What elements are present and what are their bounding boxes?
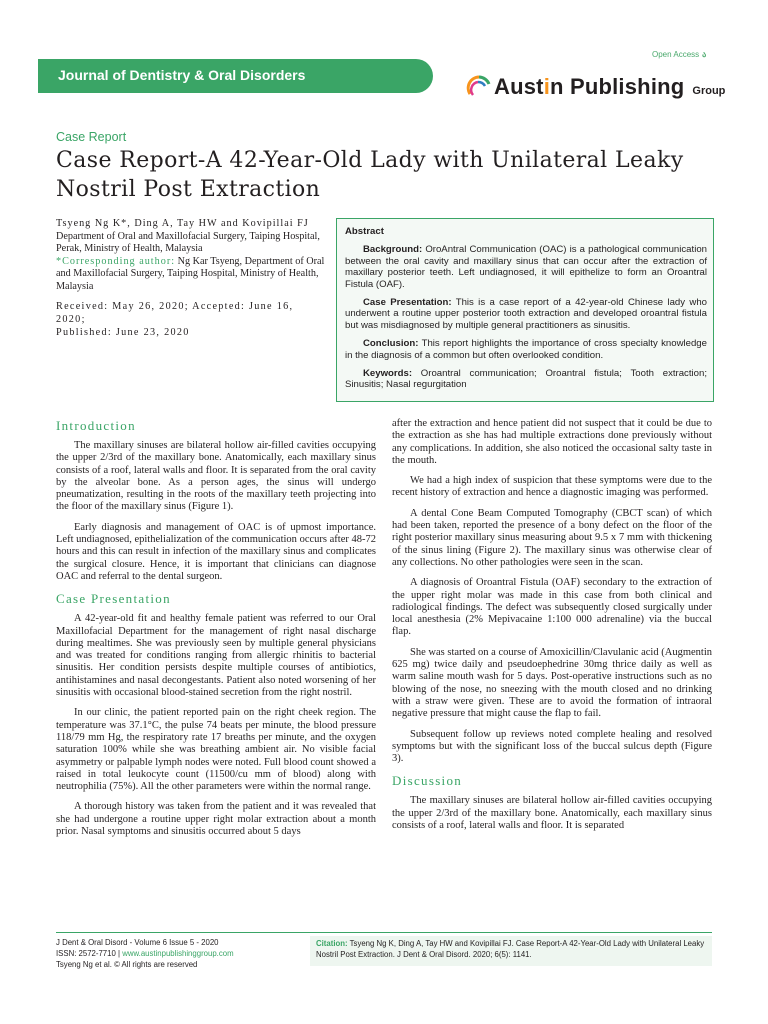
body-column-left — [56, 418, 376, 846]
keywords-text: Oroantral communication; Oroantral fistula; Tooth extraction; Sinusitis; Nasal regurgitation — [345, 368, 707, 391]
open-access-label — [652, 50, 706, 59]
logo-part-1: Aust — [494, 74, 544, 99]
abstract-heading: Abstract — [345, 226, 384, 237]
abstract-conclusion — [345, 338, 707, 361]
body-paragraph: A thorough history was taken from the patient and it was revealed that she had undergone a routine upper right molar extraction about a month prior. Nasal symptoms and sinusitis occurred about 5 days — [56, 801, 376, 838]
logo-wordmark — [494, 74, 684, 100]
discussion-heading: Discussion — [392, 773, 463, 789]
citation-label: Citation: — [316, 939, 348, 948]
body-paragraph: A 42-year-old fit and healthy female patient was referred to our Oral Maxillofacial Department for the management of right nasal discharge during mealtimes. She was previously seen by multiple general physicians and was treated for conditions ranging from allergic rhinitis to bacterial sinusitis. Her condition persists despite multiple courses of antibiotics, antihistamines and nasal decongestants. Patient also noted worsening of her sinusitis with occasional blood-stained secretion from the right nostril. — [56, 613, 376, 699]
corresponding-author-label: *Corresponding author: — [56, 255, 176, 267]
abstract-background — [345, 244, 707, 290]
logo-group-label: Group — [692, 85, 726, 97]
citation-box — [310, 936, 712, 966]
footer-website-link[interactable]: www.austinpublishinggroup.com — [122, 949, 234, 958]
author-block — [56, 218, 326, 293]
journal-title[interactable]: Journal of Dentistry & Oral Disorders — [58, 67, 306, 83]
citation-text: Tsyeng Ng K, Ding A, Tay HW and Kovipillai FJ. Case Report-A 42-Year-Old Lady with Unilateral Leaky Nostril Post Extraction. J Dent & Oral Disord. 2020; 6(5): 1141. — [316, 939, 705, 959]
logo-arc-icon — [466, 74, 492, 100]
body-paragraph: The maxillary sinuses are bilateral hollow air-filled cavities occupying the upper 2/3rd of the maxillary bone. Anatomically, each maxillary sinus consists of a roof, lateral walls and floor. It is separated — [392, 795, 712, 832]
introduction-heading: Introduction — [56, 418, 136, 433]
logo-part-2: n Publishing — [550, 74, 685, 99]
article-type-label: Case Report — [56, 130, 127, 144]
abstract-case — [345, 297, 707, 331]
body-paragraph: Subsequent follow up reviews noted complete healing and resolved symptoms but with the significant loss of the buccal sulcus depth (Figure 3). — [392, 728, 712, 765]
abstract-keywords — [345, 368, 707, 391]
publisher-logo[interactable] — [466, 70, 725, 104]
body-paragraph: A diagnosis of Oroantral Fistula (OAF) secondary to the extraction of the upper right molar was made in this case from both clinical and radiological findings. The defect was subsequently closed surgically under local anesthesia (2% Mepivacaine 1:100 000 adrenaline) via the buccal flap. — [392, 577, 712, 638]
article-title-line-1: Case Report-A 42-Year-Old Lady with Unilateral Leaky — [56, 148, 684, 173]
footer-issn — [56, 948, 296, 959]
body-paragraph: We had a high index of suspicion that these symptoms were due to the recent history of extraction and hence a diagnostic imaging was performed. — [392, 475, 712, 499]
corresponding-author — [56, 256, 326, 294]
body-paragraph: A dental Cone Beam Computed Tomography (CBCT scan) of which had been taken, reported the presence of a bony defect on the floor of the right posterior maxillary sinus measuring about 9.5 x 7 mm with thickening of the sinus lining (Figure 2). The maxillary sinus was otherwise clear of any collections. No other pathologies were seen in the scan. — [392, 507, 712, 568]
abstract-background-text: OroAntral Communication (OAC) is a pathological communication between the oral cavity and maxillary sinus that can occur after the extraction of maxillary posterior teeth. Left undiagnosed, it will epithelize to form an Oroantral Fistula (OAF). — [345, 244, 707, 290]
keywords-label: Keywords: — [363, 368, 413, 380]
abstract-case-label: Case Presentation: — [363, 297, 452, 309]
body-paragraph: after the extraction and hence patient did not suspect that it could be due to the extraction as she has had multiple extractions done previously without any complications. In addition, she also noticed the occasional salty taste in the mouth. — [392, 418, 712, 466]
author-affiliation: Department of Oral and Maxillofacial Surgery, Taiping Hospital, Perak, Ministry of Health, Malaysia — [56, 230, 320, 254]
open-access-icon: ა — [702, 50, 707, 59]
logo-accent-letter: i — [543, 74, 551, 99]
open-access-text: Open Access — [652, 50, 700, 59]
published-date: Published: June 23, 2020 — [56, 327, 190, 338]
abstract-box — [336, 218, 714, 402]
footer-volume-issue: J Dent & Oral Disord - Volume 6 Issue 5 - 2020 — [56, 938, 219, 947]
footer-rights: Tsyeng Ng et al. © All rights are reserved — [56, 960, 198, 969]
footer-journal-info — [56, 937, 296, 970]
body-column-right — [392, 418, 712, 840]
corresponding-author-text: Ng Kar Tsyeng, Department of Oral and Maxillofacial Surgery, Taiping Hospital, Ministry of Health, Malaysia — [56, 255, 325, 292]
abstract-conclusion-text: This report highlights the importance of cross specialty knowledge in the diagnosis of a common but often overlooked condition. — [345, 338, 707, 361]
article-title-line-2: Nostril Post Extraction — [56, 177, 321, 202]
abstract-background-label: Background: — [363, 244, 423, 256]
body-paragraph: The maxillary sinuses are bilateral hollow air-filled cavities occupying the upper 2/3rd of the maxillary bone. Anatomically, each maxillary sinus consists of a roof, lateral walls and floor. It is separated from the oral cavity by the alveolar bone. As a person ages, the sinus will undergo pneumatization, resulting in the roots of the maxillary teeth projecting into the floor of the maxillary sinus (Figure 1). — [56, 440, 376, 513]
case-presentation-heading: Case Presentation — [56, 591, 171, 607]
footer-divider — [56, 932, 712, 933]
body-paragraph: She was started on a course of Amoxicillin/Clavulanic acid (Augmentin 625 mg) twice daily and pseudoephedrine 30mg thrice daily as well as warm saline mouth wash for 5 days. Post-operative instructions such as no blowing of the nose, no sneezing with the mouth closed and no drinking with a straw were given. These are to avoid the formation of intraoral negative pressure that might cause the flap to fail. — [392, 646, 712, 720]
body-paragraph: In our clinic, the patient reported pain on the right cheek region. The temperature was 37.1°C, the pulse 74 beats per minute, the blood pressure 118/79 mm Hg, the respiratory rate 17 breaths per minute, and the oxygen saturation 100% while she was breathing ambient air. No visible facial asymmetry or palpable lymph nodes were noted. Full blood count showed a raised in total leukocyte count (11500/cu mm of blood) along with neutrophilia (75%). All the other parameters were within the normal range. — [56, 707, 376, 793]
abstract-conclusion-label: Conclusion: — [363, 338, 419, 350]
publication-dates — [56, 300, 326, 339]
footer-issn-label: ISSN: 2572-7710 | — [56, 949, 121, 958]
author-list: Tsyeng Ng K*, Ding A, Tay HW and Kovipillai FJ — [56, 218, 309, 229]
article-title — [56, 146, 696, 204]
abstract-case-text: This is a case report of a 42-year-old Chinese lady who underwent a routine upper posterior tooth extraction and developed oroantral fistula but was misdiagnosed by multiple general practitioners as sinusitis. — [345, 297, 707, 331]
received-accepted-dates: Received: May 26, 2020; Accepted: June 16, 2020; — [56, 301, 294, 325]
body-paragraph: Early diagnosis and management of OAC is of upmost importance. Left undiagnosed, epithelialization of the communication occurs after 48-72 hours and this can result in infection of the maxillary sinus and complicates the surgical closure. Hence, it is important that clinicians can diagnose OAC and referral to the dental surgeon. — [56, 521, 376, 582]
